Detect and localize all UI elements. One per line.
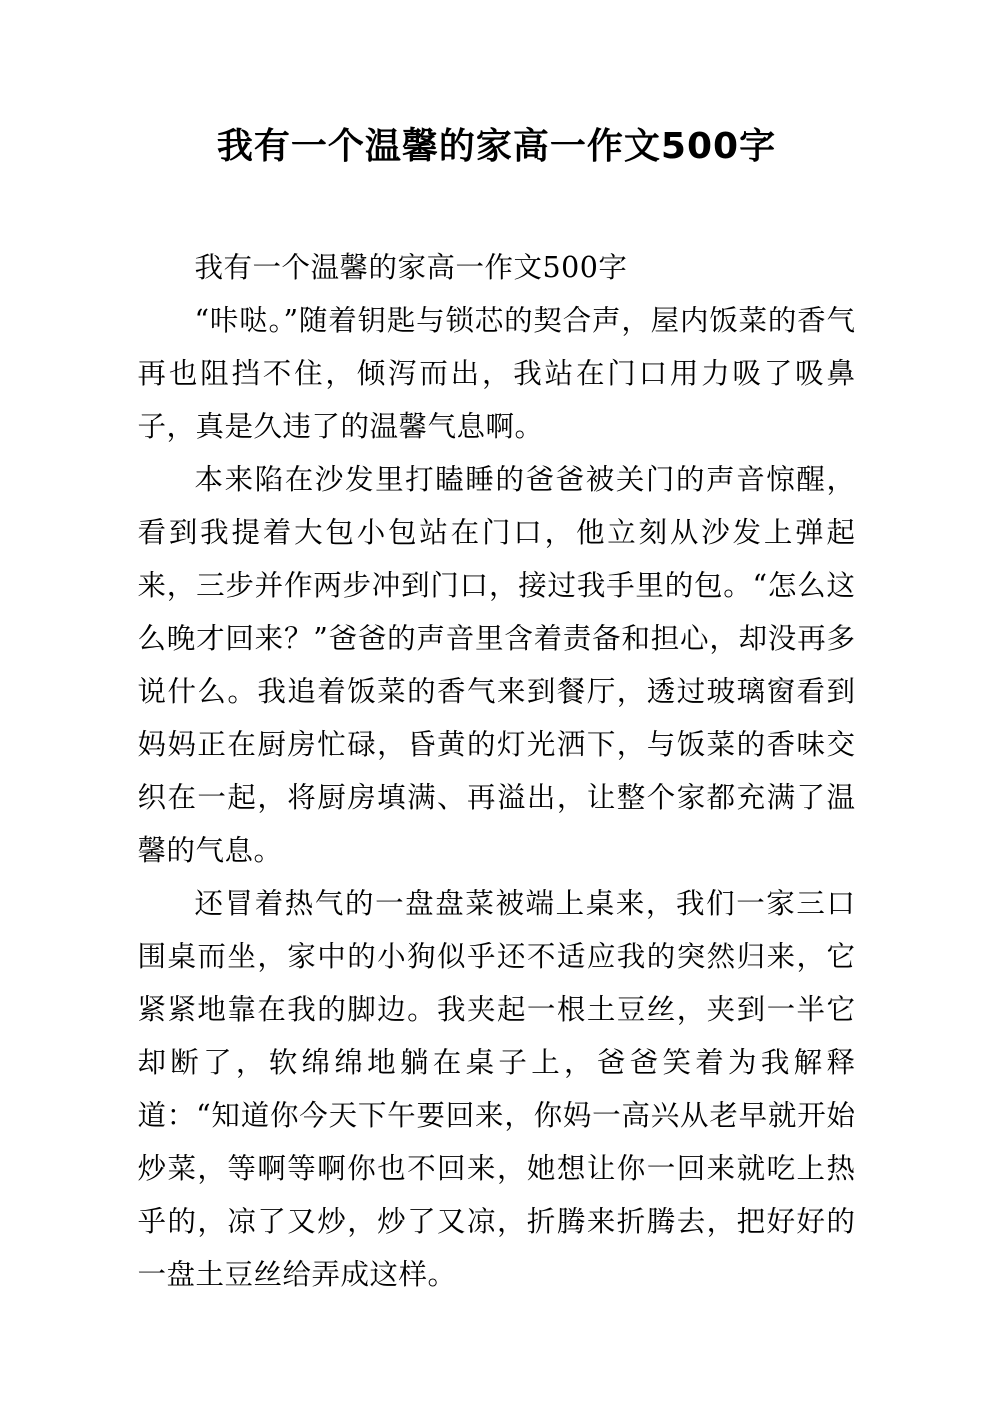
document-body [138,169,856,1301]
paragraph: 我有一个温馨的家高一作文500字 [194,251,628,284]
paragraph: 还冒着热气的一盘盘菜被端上桌来，我们一家三口围桌而坐，家中的小狗似乎还不适应我的突然归来，它紧紧地靠在我的脚边。我夹起一根土豆丝，夹到一半它却断了，软绵绵地躺在桌子上，爸爸笑着为我解释道：“知道你今天下午要回来，你妈一高兴从老早就开始炒菜，等啊等啊你也不回来，她想让你一回来就吃上热乎的，凉了又炒，炒了又凉，折腾来折腾去，把好好的一盘土豆丝给弄成这样。 [137,887,856,1291]
paragraph: 本来陷在沙发里打瞌睡的爸爸被关门的声音惊醒，看到我提着大包小包站在门口，他立刻从沙发上弹起来，三步并作两步冲到门口，接过我手里的包。“怎么这么晚才回来？”爸爸的声音里含着责备和担心，却没再多说什么。我追着饭菜的香气来到餐厅，透过玻璃窗看到妈妈正在厨房忙碌，昏黄的灯光洒下，与饭菜的香味交织在一起，将厨房填满、再溢出，让整个家都充满了温馨的气息。 [137,463,856,867]
page-title: 我有一个温馨的家高一作文500字 [216,126,777,167]
paragraph: “咔哒。”随着钥匙与锁芯的契合声，屋内饭菜的香气再也阻挡不住，倾泻而出，我站在门口用力吸了吸鼻子，真是久违了的温馨气息啊。 [137,304,856,443]
